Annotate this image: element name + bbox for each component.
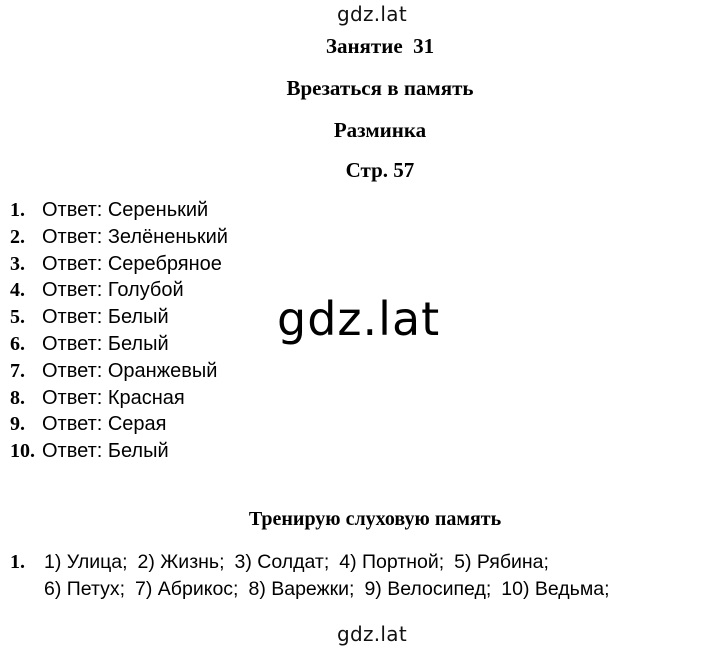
answer-number: 9. bbox=[10, 413, 25, 436]
answer-number: 5. bbox=[10, 306, 25, 329]
answer-item bbox=[10, 277, 228, 304]
topic-title: Врезаться в память bbox=[286, 76, 474, 100]
answer-item bbox=[10, 438, 228, 465]
answer-number: 1. bbox=[10, 199, 25, 221]
lesson-title: Занятие 31 bbox=[325, 34, 435, 58]
task-word: 4) Портной; bbox=[339, 551, 445, 573]
watermark-bottom: gdz.lat bbox=[336, 622, 407, 646]
section-title: Тренирую слуховую память bbox=[248, 508, 502, 530]
task-word: 7) Абрикос; bbox=[135, 578, 239, 600]
task-word: 1) Улица; bbox=[44, 551, 128, 573]
answer-item bbox=[10, 224, 228, 251]
answer-item bbox=[10, 358, 228, 385]
answer-number: 10. bbox=[10, 440, 35, 463]
task-word: 9) Велосипед; bbox=[364, 578, 492, 600]
answer-text: Ответ: Белый bbox=[42, 332, 169, 355]
answer-item bbox=[10, 411, 228, 438]
answer-text: Ответ: Зелёненький bbox=[42, 225, 228, 248]
task-line-1 bbox=[44, 549, 620, 576]
answer-text: Ответ: Голубой bbox=[42, 279, 184, 302]
task-word: 3) Солдат; bbox=[234, 551, 330, 573]
answer-number: 3. bbox=[10, 252, 25, 275]
task-word: 5) Рябина; bbox=[454, 551, 549, 573]
answer-text: Ответ: Красная bbox=[42, 386, 185, 409]
part-title: Разминка bbox=[333, 118, 427, 142]
answer-number: 4. bbox=[10, 279, 25, 302]
answer-item bbox=[10, 197, 228, 224]
task-block bbox=[10, 549, 620, 603]
task-line-2 bbox=[44, 576, 620, 603]
answer-item bbox=[10, 304, 228, 331]
answer-item bbox=[10, 385, 228, 412]
answer-item bbox=[10, 331, 228, 358]
answer-text: Ответ: Серенький bbox=[42, 199, 209, 221]
watermark-top: gdz.lat bbox=[336, 2, 407, 26]
page-reference: Стр. 57 bbox=[345, 158, 415, 182]
task-word: 8) Варежки; bbox=[248, 578, 355, 600]
answer-number: 8. bbox=[10, 386, 25, 409]
answer-text: Ответ: Белый bbox=[42, 440, 169, 463]
answer-list bbox=[10, 197, 228, 465]
watermark-center: gdz.lat bbox=[277, 292, 441, 346]
answer-number: 7. bbox=[10, 359, 25, 382]
answer-item bbox=[10, 251, 228, 278]
answer-text: Ответ: Оранжевый bbox=[42, 359, 218, 382]
answer-number: 2. bbox=[10, 225, 25, 248]
answer-text: Ответ: Белый bbox=[42, 306, 169, 329]
answer-text: Ответ: Серая bbox=[42, 413, 167, 436]
task-word-list bbox=[44, 549, 620, 603]
task-word: 2) Жизнь; bbox=[137, 551, 225, 573]
task-number: 1. bbox=[10, 551, 25, 573]
task-word: 6) Петух; bbox=[44, 578, 126, 600]
answer-number: 6. bbox=[10, 332, 25, 355]
task-word: 10) Ведьма; bbox=[501, 578, 610, 600]
answer-text: Ответ: Серебряное bbox=[42, 252, 222, 275]
